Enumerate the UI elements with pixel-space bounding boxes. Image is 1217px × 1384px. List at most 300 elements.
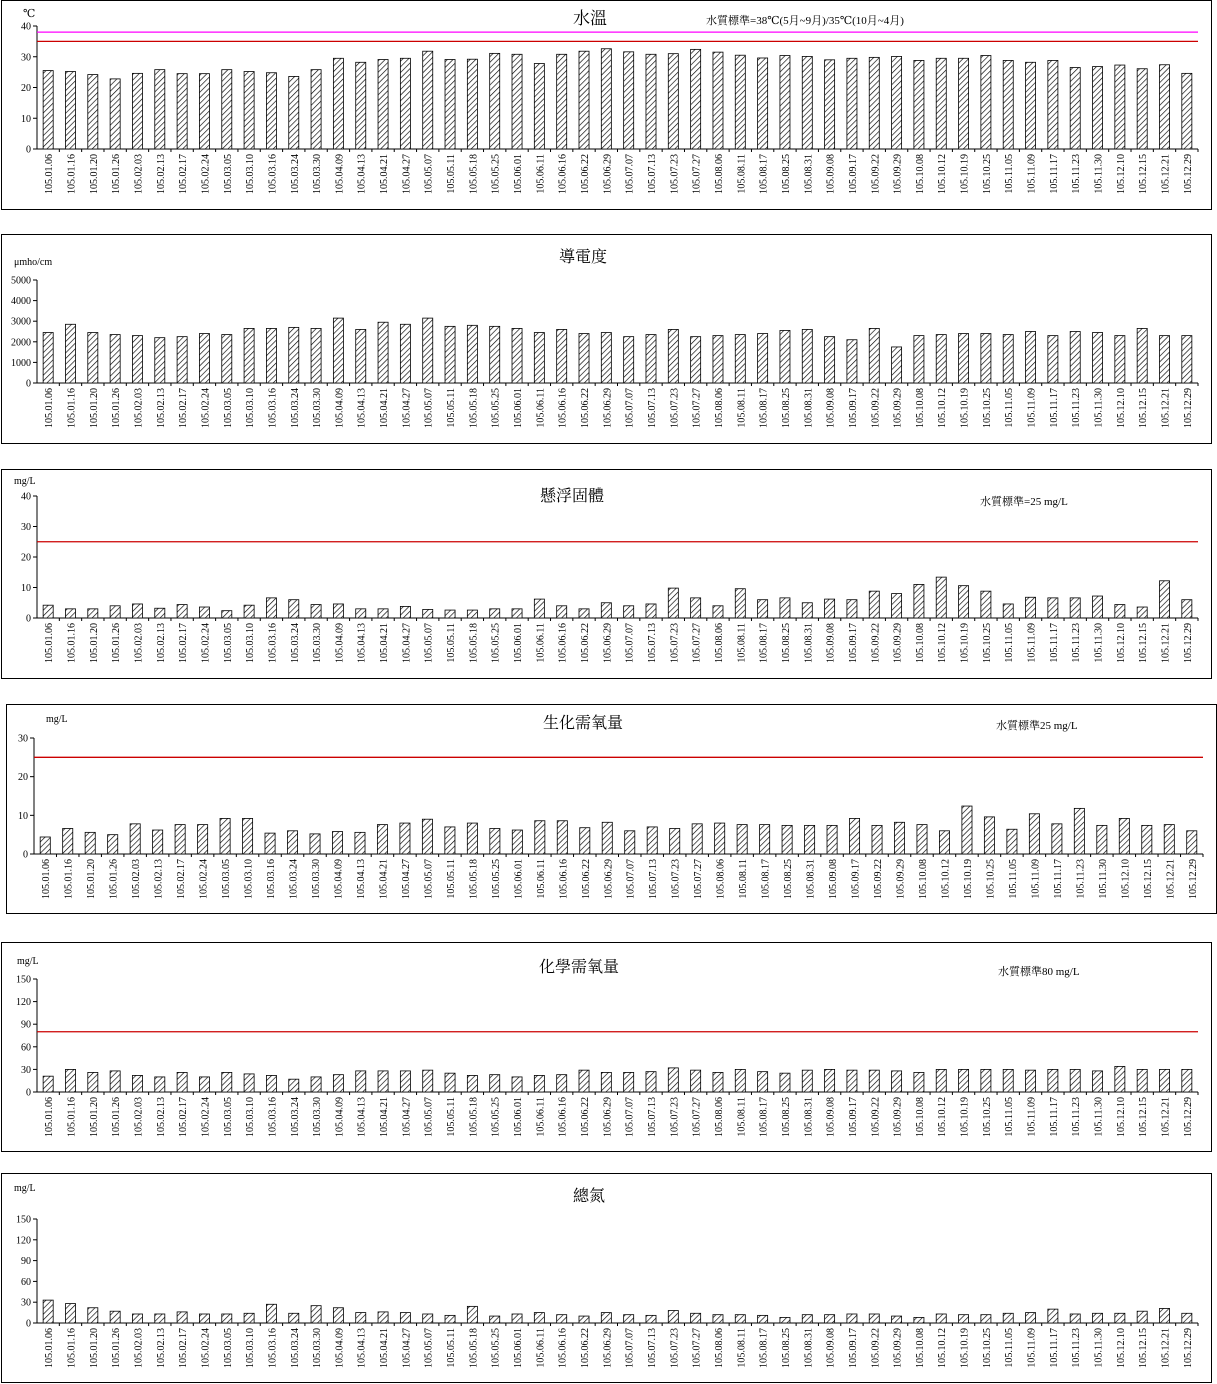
x-tick-label: 105.07.13 bbox=[648, 859, 660, 899]
bar bbox=[959, 1069, 969, 1092]
bar bbox=[490, 609, 500, 618]
x-tick-label: 105.03.05 bbox=[222, 388, 234, 428]
x-tick-label: 105.01.16 bbox=[66, 1097, 78, 1137]
bar bbox=[825, 60, 835, 149]
standard-annotation: 水質標準=38℃(5月~9月)/35℃(10月~4月) bbox=[706, 15, 904, 27]
x-tick-label: 105.09.08 bbox=[825, 1328, 837, 1368]
bar bbox=[579, 609, 589, 618]
x-tick-label: 105.12.21 bbox=[1160, 1097, 1172, 1137]
bar bbox=[1007, 829, 1017, 854]
x-tick-label: 105.03.24 bbox=[289, 154, 301, 194]
bar bbox=[802, 603, 812, 618]
y-unit-label: mg/L bbox=[14, 1183, 36, 1194]
bar bbox=[423, 51, 433, 149]
x-tick-label: 105.03.30 bbox=[312, 1328, 324, 1368]
bar bbox=[802, 56, 812, 149]
x-tick-label: 105.05.25 bbox=[490, 387, 502, 428]
x-tick-label: 105.04.09 bbox=[334, 1328, 346, 1368]
x-tick-label: 105.03.10 bbox=[243, 859, 255, 899]
bar bbox=[892, 594, 902, 618]
x-tick-label: 105.01.16 bbox=[63, 859, 75, 899]
bar bbox=[400, 1071, 410, 1092]
bar bbox=[199, 74, 209, 149]
bar bbox=[155, 338, 165, 383]
bar bbox=[110, 606, 120, 618]
x-tick-label: 105.11.17 bbox=[1048, 154, 1060, 194]
x-tick-label: 105.11.30 bbox=[1093, 1328, 1105, 1368]
x-tick-label: 105.09.17 bbox=[847, 623, 859, 663]
x-tick-label: 105.12.29 bbox=[1182, 1328, 1194, 1368]
bar bbox=[266, 328, 276, 383]
plot-area bbox=[16, 975, 1198, 1138]
bar bbox=[805, 825, 815, 854]
x-tick-label: 105.07.13 bbox=[646, 623, 658, 663]
x-tick-label: 105.09.22 bbox=[870, 154, 882, 194]
bar bbox=[155, 1077, 165, 1092]
bar bbox=[758, 1315, 768, 1323]
x-tick-label: 105.03.10 bbox=[245, 1328, 257, 1368]
bar bbox=[110, 1071, 120, 1092]
x-tick-label: 105.11.23 bbox=[1075, 859, 1087, 899]
bar bbox=[847, 1070, 857, 1092]
x-tick-label: 105.04.09 bbox=[334, 154, 346, 194]
bar bbox=[400, 58, 410, 149]
bar bbox=[400, 1313, 410, 1323]
x-tick-label: 105.03.10 bbox=[245, 1097, 257, 1137]
bar bbox=[65, 1304, 75, 1323]
bar bbox=[222, 1314, 232, 1323]
x-tick-label: 105.01.16 bbox=[66, 154, 78, 194]
x-tick-label: 105.05.11 bbox=[446, 1097, 458, 1137]
chart-title: 懸浮固體 bbox=[539, 488, 605, 505]
bar bbox=[512, 1077, 522, 1092]
x-tick-label: 105.05.11 bbox=[446, 154, 458, 194]
bar bbox=[130, 824, 140, 854]
bar bbox=[132, 336, 142, 383]
bar bbox=[534, 64, 544, 149]
bar bbox=[715, 823, 725, 854]
bar bbox=[534, 1075, 544, 1092]
x-tick-label: 105.10.08 bbox=[914, 1097, 926, 1137]
x-tick-label: 105.06.11 bbox=[535, 859, 547, 899]
bar bbox=[914, 1072, 924, 1092]
x-tick-label: 105.08.31 bbox=[805, 859, 817, 899]
x-tick-label: 105.01.06 bbox=[44, 1097, 56, 1137]
x-tick-label: 105.03.16 bbox=[267, 1097, 279, 1137]
x-tick-label: 105.06.01 bbox=[513, 1097, 525, 1137]
bar bbox=[914, 1317, 924, 1323]
bar bbox=[557, 1315, 567, 1323]
x-tick-label: 105.05.25 bbox=[490, 1097, 502, 1137]
x-tick-label: 105.02.13 bbox=[155, 154, 167, 194]
bar bbox=[668, 54, 678, 149]
y-tick-label: 30 bbox=[21, 1064, 31, 1076]
x-tick-label: 105.10.12 bbox=[937, 1328, 949, 1368]
bar bbox=[1029, 814, 1039, 854]
x-tick-label: 105.07.07 bbox=[624, 388, 636, 428]
y-tick-label: 30 bbox=[21, 522, 31, 533]
x-tick-label: 105.10.19 bbox=[959, 623, 971, 663]
x-tick-label: 105.10.12 bbox=[940, 859, 952, 899]
bar bbox=[959, 1315, 969, 1323]
x-tick-label: 105.01.16 bbox=[66, 623, 78, 663]
bar bbox=[333, 318, 343, 383]
bar bbox=[1159, 336, 1169, 383]
bar bbox=[1093, 67, 1103, 149]
x-tick-label: 105.07.23 bbox=[669, 1328, 681, 1368]
bar bbox=[423, 609, 433, 618]
x-tick-label: 105.05.11 bbox=[446, 623, 458, 663]
bar bbox=[1093, 1313, 1103, 1323]
y-tick-label: 150 bbox=[16, 974, 31, 986]
bar bbox=[802, 1070, 812, 1092]
bar bbox=[1115, 605, 1125, 618]
bar bbox=[959, 58, 969, 149]
bar bbox=[1070, 598, 1080, 618]
x-tick-label: 105.01.20 bbox=[88, 1097, 100, 1137]
bar bbox=[691, 598, 701, 618]
bar bbox=[959, 586, 969, 618]
bar bbox=[243, 818, 253, 854]
x-tick-label: 105.10.08 bbox=[914, 623, 926, 663]
bar bbox=[423, 1314, 433, 1323]
y-tick-label: 30 bbox=[21, 52, 31, 64]
bar bbox=[646, 54, 656, 149]
x-tick-label: 105.03.24 bbox=[289, 1097, 301, 1137]
x-tick-label: 105.12.15 bbox=[1138, 623, 1150, 663]
bar bbox=[601, 333, 611, 383]
bar bbox=[63, 828, 73, 854]
bar bbox=[758, 58, 768, 149]
x-tick-label: 105.10.25 bbox=[981, 1097, 993, 1137]
x-tick-label: 105.11.30 bbox=[1093, 388, 1105, 428]
x-tick-label: 105.05.07 bbox=[423, 388, 435, 428]
x-tick-label: 105.04.09 bbox=[334, 1097, 346, 1137]
bar bbox=[1048, 336, 1058, 383]
bar bbox=[534, 333, 544, 383]
x-tick-label: 105.01.26 bbox=[111, 1328, 123, 1368]
standard-annotation: 水質標準=25 mg/L bbox=[980, 496, 1068, 508]
x-tick-label: 105.02.17 bbox=[178, 1097, 190, 1137]
bar bbox=[153, 830, 163, 854]
bar bbox=[1115, 336, 1125, 383]
bar bbox=[1182, 73, 1192, 149]
bar bbox=[1159, 1308, 1169, 1323]
plot-area bbox=[11, 276, 1198, 429]
bar bbox=[222, 611, 232, 618]
bar bbox=[422, 819, 432, 854]
x-tick-label: 105.02.24 bbox=[200, 623, 212, 663]
x-tick-label: 105.03.30 bbox=[311, 859, 323, 899]
bar bbox=[132, 1314, 142, 1323]
bar bbox=[199, 334, 209, 383]
x-tick-label: 105.04.27 bbox=[401, 1097, 413, 1137]
bar bbox=[825, 1069, 835, 1092]
bar bbox=[177, 74, 187, 149]
x-tick-label: 105.06.11 bbox=[535, 388, 547, 428]
bar bbox=[287, 831, 297, 854]
bar bbox=[1119, 818, 1129, 854]
standard-annotation: 水質標準25 mg/L bbox=[996, 720, 1078, 732]
x-tick-label: 105.08.11 bbox=[736, 623, 748, 663]
x-tick-label: 105.03.24 bbox=[289, 623, 301, 663]
bar bbox=[400, 324, 410, 383]
x-tick-label: 105.09.29 bbox=[895, 859, 907, 899]
bar bbox=[332, 832, 342, 854]
x-tick-label: 105.12.21 bbox=[1160, 154, 1172, 194]
bar bbox=[936, 1314, 946, 1323]
bar bbox=[110, 79, 120, 149]
chart-title: 導電度 bbox=[558, 249, 608, 266]
bar bbox=[356, 329, 366, 383]
x-tick-label: 105.11.09 bbox=[1030, 859, 1042, 899]
x-tick-label: 105.06.11 bbox=[535, 623, 547, 663]
bar bbox=[825, 599, 835, 618]
bar bbox=[1182, 1069, 1192, 1092]
x-tick-label: 105.09.17 bbox=[847, 388, 859, 428]
x-tick-label: 105.03.24 bbox=[288, 859, 300, 899]
y-tick-label: 60 bbox=[21, 1276, 31, 1288]
x-tick-label: 105.06.16 bbox=[558, 859, 570, 899]
x-tick-label: 105.06.22 bbox=[580, 388, 592, 428]
bar bbox=[423, 1070, 433, 1092]
x-tick-label: 105.04.21 bbox=[379, 623, 391, 663]
bar bbox=[65, 324, 75, 383]
bar bbox=[713, 52, 723, 149]
x-tick-label: 105.05.18 bbox=[468, 623, 480, 663]
x-tick-label: 105.12.29 bbox=[1182, 154, 1194, 194]
y-tick-label: 90 bbox=[21, 1256, 31, 1268]
bar bbox=[311, 70, 321, 149]
x-tick-label: 105.08.17 bbox=[758, 388, 770, 428]
bar bbox=[557, 54, 567, 149]
bar bbox=[356, 62, 366, 149]
chart-title: 化學需氧量 bbox=[538, 959, 620, 976]
bar bbox=[981, 1069, 991, 1092]
x-tick-label: 105.04.27 bbox=[401, 1328, 413, 1368]
standard-annotation: 水質標準80 mg/L bbox=[998, 966, 1080, 978]
x-tick-label: 105.05.18 bbox=[468, 154, 480, 194]
x-tick-label: 105.08.31 bbox=[803, 1328, 815, 1368]
y-tick-label: 120 bbox=[16, 997, 31, 1009]
x-tick-label: 105.03.05 bbox=[222, 623, 234, 663]
bar bbox=[177, 1072, 187, 1092]
bar bbox=[244, 1313, 254, 1323]
y-tick-label: 40 bbox=[21, 21, 31, 33]
x-tick-label: 105.02.03 bbox=[133, 623, 145, 663]
x-tick-label: 105.01.06 bbox=[44, 154, 56, 194]
x-tick-label: 105.05.07 bbox=[423, 154, 435, 194]
x-tick-label: 105.10.12 bbox=[937, 623, 949, 663]
x-tick-label: 105.11.05 bbox=[1004, 388, 1016, 428]
chart-svg-total-nitrogen bbox=[2, 1174, 1213, 1384]
x-tick-label: 105.02.24 bbox=[200, 1328, 212, 1368]
bar bbox=[981, 1315, 991, 1323]
x-tick-label: 105.06.22 bbox=[580, 1097, 592, 1137]
x-tick-label: 105.04.21 bbox=[379, 1097, 391, 1137]
x-tick-label: 105.01.06 bbox=[44, 623, 56, 663]
bar bbox=[691, 49, 701, 149]
bar bbox=[88, 75, 98, 149]
x-tick-label: 105.12.15 bbox=[1138, 1328, 1150, 1368]
bar bbox=[88, 333, 98, 383]
x-tick-label: 105.04.27 bbox=[400, 859, 412, 899]
bar bbox=[1115, 1066, 1125, 1092]
bar bbox=[378, 322, 388, 383]
x-tick-label: 105.12.10 bbox=[1120, 859, 1132, 899]
x-tick-label: 105.07.23 bbox=[670, 859, 682, 899]
plot-area bbox=[18, 734, 1203, 900]
x-tick-label: 105.11.09 bbox=[1026, 1097, 1038, 1137]
bar bbox=[1052, 824, 1062, 854]
x-tick-label: 105.09.29 bbox=[892, 1097, 904, 1137]
bar bbox=[959, 334, 969, 383]
x-tick-label: 105.11.23 bbox=[1071, 154, 1083, 194]
x-tick-label: 105.01.26 bbox=[111, 388, 123, 428]
bar bbox=[155, 1314, 165, 1323]
x-tick-label: 105.10.19 bbox=[959, 1097, 971, 1137]
bar bbox=[668, 1068, 678, 1092]
bar bbox=[108, 835, 118, 854]
bar bbox=[244, 1074, 254, 1092]
y-unit-label: mg/L bbox=[14, 476, 36, 487]
x-tick-label: 105.06.29 bbox=[602, 388, 614, 428]
bar bbox=[289, 76, 299, 149]
y-tick-label: 20 bbox=[21, 552, 31, 564]
bar bbox=[713, 606, 723, 618]
bar bbox=[311, 605, 321, 618]
x-tick-label: 105.11.17 bbox=[1048, 623, 1060, 663]
x-tick-label: 105.01.20 bbox=[88, 1328, 100, 1368]
bar bbox=[177, 605, 187, 618]
bar bbox=[713, 1072, 723, 1092]
x-tick-label: 105.09.08 bbox=[825, 623, 837, 663]
bar bbox=[177, 337, 187, 383]
x-tick-label: 105.01.26 bbox=[111, 623, 123, 663]
x-tick-label: 105.04.09 bbox=[334, 388, 346, 428]
x-tick-label: 105.09.22 bbox=[870, 623, 882, 663]
bar bbox=[579, 334, 589, 383]
bar bbox=[155, 70, 165, 149]
bar bbox=[1182, 1313, 1192, 1323]
chart-panel-conductivity bbox=[1, 234, 1212, 444]
x-tick-label: 105.02.03 bbox=[133, 388, 145, 428]
bar bbox=[467, 1306, 477, 1323]
bar bbox=[1026, 1070, 1036, 1092]
x-tick-label: 105.01.16 bbox=[66, 1328, 78, 1368]
bar bbox=[892, 347, 902, 383]
x-tick-label: 105.12.29 bbox=[1182, 1097, 1194, 1137]
bar bbox=[557, 821, 567, 854]
x-tick-label: 105.08.17 bbox=[758, 154, 770, 194]
bar bbox=[668, 1311, 678, 1323]
x-tick-label: 105.06.16 bbox=[557, 388, 569, 428]
x-tick-label: 105.11.17 bbox=[1048, 1097, 1060, 1137]
bar bbox=[356, 1313, 366, 1323]
x-tick-label: 105.11.09 bbox=[1026, 154, 1038, 194]
x-tick-label: 105.07.07 bbox=[624, 623, 636, 663]
x-tick-label: 105.08.11 bbox=[736, 154, 748, 194]
x-tick-label: 105.04.13 bbox=[355, 859, 367, 899]
x-tick-label: 105.04.13 bbox=[356, 623, 368, 663]
x-tick-label: 105.02.24 bbox=[198, 859, 210, 899]
bar bbox=[1048, 60, 1058, 149]
bar bbox=[43, 71, 53, 149]
x-tick-label: 105.05.07 bbox=[423, 859, 435, 899]
x-tick-label: 105.10.08 bbox=[914, 1328, 926, 1368]
bar bbox=[892, 1071, 902, 1092]
x-tick-label: 105.09.17 bbox=[847, 1097, 859, 1137]
bar bbox=[467, 1075, 477, 1092]
x-tick-label: 105.06.16 bbox=[557, 1328, 569, 1368]
bar bbox=[1137, 328, 1147, 383]
bar bbox=[333, 58, 343, 149]
x-tick-label: 105.07.07 bbox=[624, 1328, 636, 1368]
x-tick-label: 105.07.07 bbox=[624, 1097, 636, 1137]
bar bbox=[377, 825, 387, 854]
bar bbox=[490, 1316, 500, 1323]
x-tick-label: 105.09.17 bbox=[847, 1328, 859, 1368]
bar bbox=[355, 832, 365, 854]
x-tick-label: 105.08.31 bbox=[803, 154, 815, 194]
bar bbox=[311, 328, 321, 383]
x-tick-label: 105.09.17 bbox=[850, 859, 862, 899]
bar bbox=[802, 329, 812, 383]
x-tick-label: 105.10.12 bbox=[937, 388, 949, 428]
bar bbox=[1187, 831, 1197, 854]
y-tick-label: 0 bbox=[26, 144, 31, 156]
chart-panel-cod bbox=[1, 942, 1212, 1152]
bar bbox=[1003, 1313, 1013, 1323]
x-tick-label: 105.05.18 bbox=[468, 388, 480, 428]
x-tick-label: 105.06.16 bbox=[557, 154, 569, 194]
x-tick-label: 105.08.06 bbox=[713, 623, 725, 663]
x-tick-label: 105.12.29 bbox=[1182, 388, 1194, 428]
bar bbox=[825, 337, 835, 383]
x-tick-label: 105.02.13 bbox=[155, 623, 167, 663]
x-tick-label: 105.08.31 bbox=[803, 388, 815, 428]
bar bbox=[222, 335, 232, 383]
bar bbox=[1070, 68, 1080, 149]
y-unit-label: ℃ bbox=[23, 8, 36, 20]
bar bbox=[467, 325, 477, 383]
bar bbox=[869, 1070, 879, 1092]
x-tick-label: 105.12.15 bbox=[1138, 1097, 1150, 1137]
x-tick-label: 105.01.06 bbox=[41, 859, 53, 899]
bar bbox=[535, 821, 545, 854]
bar bbox=[512, 609, 522, 618]
x-tick-label: 105.04.21 bbox=[379, 388, 391, 428]
x-tick-label: 105.11.09 bbox=[1026, 388, 1038, 428]
bar bbox=[869, 57, 879, 149]
bar bbox=[557, 606, 567, 618]
bar bbox=[892, 56, 902, 149]
bar bbox=[43, 333, 53, 383]
x-tick-label: 105.03.30 bbox=[312, 154, 324, 194]
bar bbox=[914, 336, 924, 383]
bar bbox=[691, 1070, 701, 1092]
x-tick-label: 105.10.25 bbox=[981, 1328, 993, 1368]
bar bbox=[1159, 65, 1169, 149]
bar bbox=[220, 818, 230, 854]
x-tick-label: 105.11.23 bbox=[1071, 388, 1083, 428]
y-tick-label: 2000 bbox=[11, 337, 31, 349]
bar bbox=[624, 337, 634, 383]
y-tick-label: 0 bbox=[26, 1318, 31, 1330]
x-tick-label: 105.03.30 bbox=[312, 623, 324, 663]
bar bbox=[894, 822, 904, 854]
x-tick-label: 105.07.13 bbox=[646, 388, 658, 428]
